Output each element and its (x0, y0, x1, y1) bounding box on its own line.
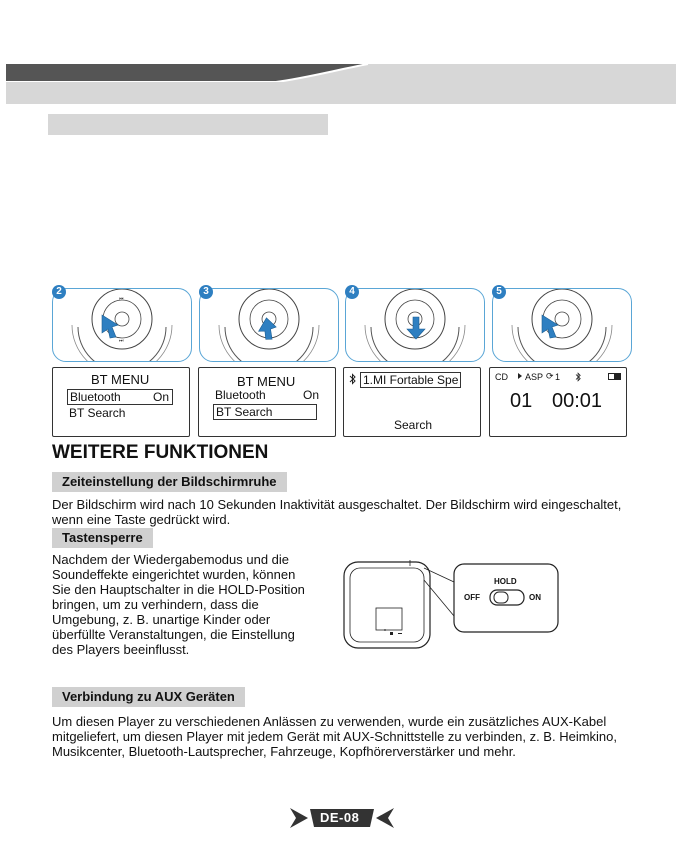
bluetooth-row (67, 389, 173, 405)
key-lock-line: Soundeffekte eingerichtet wurden, können (52, 567, 296, 582)
key-lock-line: Nachdem der Wiedergabemodus und die (52, 552, 290, 567)
source-label: CD (495, 372, 508, 382)
svg-text:⏮: ⏮ (119, 296, 124, 302)
screen-timeout-line-1: Der Bildschirm wird nach 10 Sekunden Inaktivität ausgeschaltet. Der Bildschirm wird eingeschaltet, (52, 497, 622, 512)
section-heading-key-lock: Tastensperre (52, 528, 153, 548)
section-heading-aux: Verbindung zu AUX Geräten (52, 687, 245, 707)
key-lock-line: überfüllte Veranstaltungen, die Einstellung (52, 627, 295, 642)
bluetooth-row (215, 388, 319, 402)
lcd-screen-2 (198, 367, 336, 437)
lcd-screen-1 (52, 367, 190, 437)
svg-text:⏭: ⏭ (119, 338, 124, 344)
header-bar-dark (6, 64, 676, 82)
key-lock-line: Umgebung, z. B. unartige Kinder oder (52, 612, 271, 627)
device-illustration (340, 560, 570, 660)
search-status: Search (394, 418, 433, 432)
device-name: 1.MI Fortable Spe (360, 372, 461, 388)
bt-search-label: BT Search (69, 406, 126, 420)
hold-on-label: ON (529, 593, 541, 602)
lcd-screen-3 (343, 367, 481, 437)
bt-search-label: BT Search (213, 404, 317, 420)
control-wheel-4 (346, 289, 484, 361)
lcd-screen-4 (489, 367, 627, 437)
play-time: 00:01 (552, 390, 603, 412)
key-lock-line: des Players beeinflusst. (52, 642, 190, 657)
header-bar-light (6, 82, 676, 104)
key-lock-line: bringen, um zu verhindern, dass die (52, 597, 259, 612)
step-badge: 4 (345, 285, 359, 299)
bluetooth-icon (575, 372, 582, 382)
step-badge: 5 (492, 285, 506, 299)
screen-timeout-line-2: wenn eine Taste gedrückt wird. (52, 512, 231, 527)
track-number: 01 (510, 390, 533, 412)
aux-line: mitgeliefert, um diesen Player mit jedem Gerät mit AUX-Schnittstelle zu verbinden, z. B. Heimkino, (52, 729, 617, 744)
step-2-panel (52, 288, 192, 362)
bluetooth-icon (349, 373, 357, 385)
screen-title: BT MENU (237, 374, 296, 389)
control-wheel-2 (53, 289, 191, 361)
step-5-panel (492, 288, 632, 362)
hold-label: HOLD (494, 577, 517, 586)
bluetooth-value: On (152, 390, 169, 404)
bluetooth-label: Bluetooth (70, 390, 121, 404)
step-badge: 3 (199, 285, 213, 299)
control-wheel-5 (493, 289, 631, 361)
hold-switch[interactable] (490, 590, 524, 605)
hold-off-label: OFF (464, 593, 480, 602)
key-lock-line: Sie den Hauptschalter in die HOLD-Position (52, 582, 305, 597)
aux-line: Musikcenter, Bluetooth-Lautsprecher, Fahrzeuge, Kopfhörerverstärker und mehr. (52, 744, 516, 759)
step-4-panel (345, 288, 485, 362)
aux-line: Um diesen Player zu verschiedenen Anlässen zu verwenden, wurde ein zusätzliches AUX-Kabel (52, 714, 607, 729)
page-number: DE-08 (320, 810, 360, 825)
page-number-badge (288, 806, 396, 830)
bluetooth-label: Bluetooth (215, 388, 266, 402)
repeat-value: 1 (555, 372, 561, 382)
main-heading: WEITERE FUNKTIONEN (52, 442, 269, 463)
section-heading-screen-timeout: Zeiteinstellung der Bildschirmruhe (52, 472, 287, 492)
repeat-icon: ⟳ (546, 371, 554, 381)
bluetooth-value: On (302, 388, 319, 402)
step-badge: 2 (52, 285, 66, 299)
control-wheel-3 (200, 289, 338, 361)
play-icon (518, 373, 522, 379)
step-3-panel (199, 288, 339, 362)
section-title-placeholder (48, 114, 328, 135)
battery-icon (608, 373, 621, 380)
mode-label: ASP (525, 372, 544, 382)
screen-title: BT MENU (91, 372, 150, 387)
